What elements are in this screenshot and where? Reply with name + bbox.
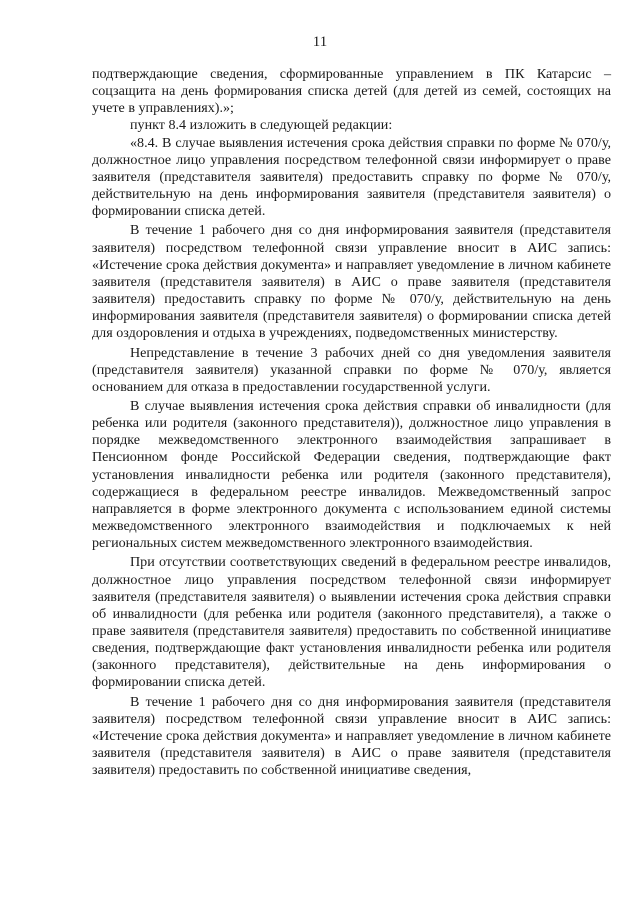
paragraph: пункт 8.4 изложить в следующей редакции: [130, 117, 393, 134]
paragraph: В течение 1 рабочего дня со дня информирования заявителя (представителя заявителя) посредством телефонной связи управление вносит в АИС запись: «Истечение срока действия документа» и направляет уведомление в личном кабинете заявителя (представителя заявителя) в АИС о праве заявителя (представителя заявителя) предоставить по собственной инициативе сведения, [92, 693, 611, 779]
document-body [92, 66, 611, 779]
page-number: 11 [312, 34, 328, 50]
paragraph: В случае выявления истечения срока действия справки об инвалидности (для ребенка или родителя (законного представителя)), должностное лицо управления в порядке межведомственного электронного взаимодействия запрашивает в Пенсионном фонде Российской Федерации сведения, подтверждающие факт установления инвалидности ребенка или родителя (законного представителя), содержащиеся в федеральном реестре инвалидов. Межведомственный запрос направляется в форме электронного документа с использованием единой системы межведомственного электронного взаимодействия и подключаемых к ней региональных систем межведомственного электронного взаимодействия. [92, 397, 611, 552]
paragraph: При отсутствии соответствующих сведений в федеральном реестре инвалидов, должностное лицо управления посредством телефонной связи информирует заявителя (представителя заявителя) о выявлении истечения срока действия справки об инвалидности (для ребенка или родителя (законного представителя), а также о праве заявителя (представителя заявителя) предоставить по собственной инициативе сведения, подтверждающие факт установления инвалидности ребенка или родителя (законного представителя), действительные на день информирования о формировании списка детей. [92, 554, 611, 691]
paragraph: «8.4. В случае выявления истечения срока действия справки по форме № 070/у, должностное лицо управления посредством телефонной связи информирует о праве заявителя (представителя заявителя) предоставить справку по форме № 070/у, действительную на день информирования заявителя (представителя заявителя) о формировании списка детей. [92, 134, 611, 220]
paragraph: подтверждающие сведения, сформированные управлением в ПК Катарсис – соцзащита на день формирования списка детей (для детей из семей, состоящих на учете в управлениях).»; [92, 66, 611, 117]
paragraph: Непредставление в течение 3 рабочих дней со дня уведомления заявителя (представителя заявителя) указанной справки по форме № 070/у, является основанием для отказа в предоставлении государственной услуги. [92, 344, 611, 395]
paragraph: В течение 1 рабочего дня со дня информирования заявителя (представителя заявителя) посредством телефонной связи управление вносит в АИС запись: «Истечение срока действия документа» и направляет уведомление в личном кабинете заявителя (представителя заявителя) в АИС о праве заявителя (представителя заявителя) предоставить справку по форме № 070/у, действительную на день информирования заявителя (представителя заявителя) о формировании списка детей для оздоровления и отдыха в учреждениях, подведомственных министерству. [92, 222, 611, 342]
